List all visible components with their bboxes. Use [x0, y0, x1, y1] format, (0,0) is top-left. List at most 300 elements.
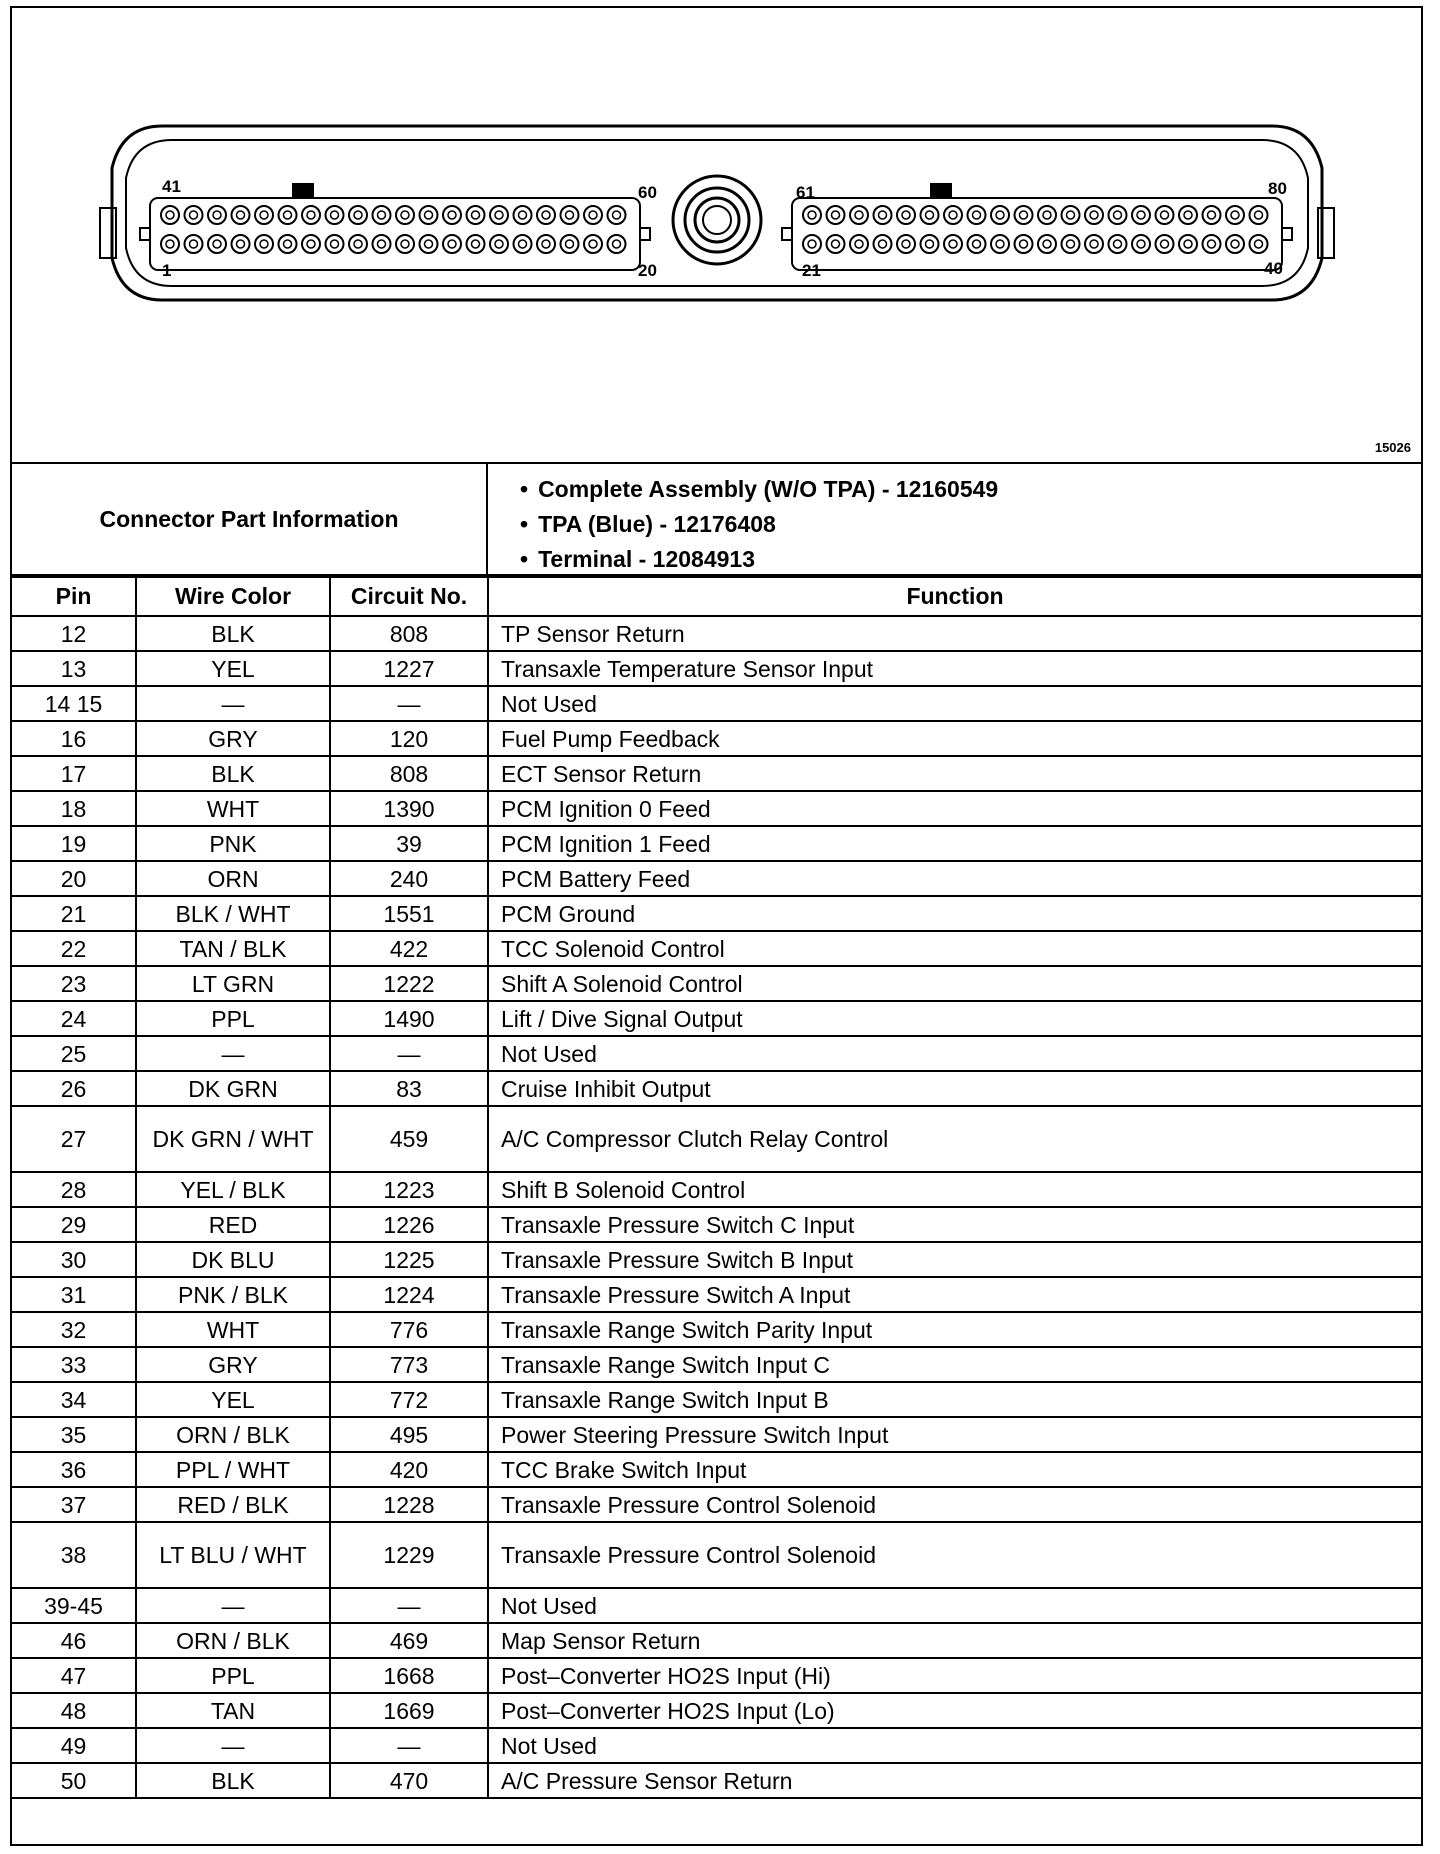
circuit-cell: 1224 — [330, 1277, 488, 1312]
pin-label-21: 21 — [802, 261, 821, 280]
pin-hole-left — [514, 206, 532, 224]
pin-hole-inner — [284, 240, 292, 248]
pin-hole-inner — [166, 240, 174, 248]
table-row — [12, 1763, 1421, 1798]
table-row — [12, 1106, 1421, 1172]
pin-hole-right — [921, 235, 939, 253]
connector-info-list — [488, 464, 1421, 574]
pin-cell: 49 — [12, 1728, 136, 1763]
table-row — [12, 721, 1421, 756]
function-cell: PCM Ground — [488, 896, 1421, 931]
part-item: • TPA (Blue) - 12176408 — [520, 507, 1421, 542]
table-row — [12, 1071, 1421, 1106]
pin-hole-left — [608, 206, 626, 224]
wire-color-cell: DK GRN — [136, 1071, 330, 1106]
wire-color-cell: PPL — [136, 1001, 330, 1036]
pin-hole-right — [1203, 235, 1221, 253]
function-cell: ECT Sensor Return — [488, 756, 1421, 791]
pin-hole-inner — [425, 240, 433, 248]
table-row — [12, 1623, 1421, 1658]
table-row — [12, 1417, 1421, 1452]
circuit-cell: 808 — [330, 756, 488, 791]
pin-hole-inner — [855, 211, 863, 219]
function-cell: PCM Ignition 1 Feed — [488, 826, 1421, 861]
pin-hole-inner — [1020, 240, 1028, 248]
pin-hole-inner — [284, 211, 292, 219]
circuit-cell: 772 — [330, 1382, 488, 1417]
pin-cell: 20 — [12, 861, 136, 896]
pin-hole-inner — [1090, 211, 1098, 219]
function-cell: A/C Pressure Sensor Return — [488, 1763, 1421, 1798]
table-row — [12, 1728, 1421, 1763]
wire-color-cell: TAN / BLK — [136, 931, 330, 966]
pin-hole-left — [467, 206, 485, 224]
pin-hole-inner — [237, 211, 245, 219]
pin-hole-right — [1250, 206, 1268, 224]
pin-hole-right — [874, 206, 892, 224]
function-cell: Not Used — [488, 1588, 1421, 1623]
pin-hole-inner — [996, 240, 1004, 248]
pin-cell: 36 — [12, 1452, 136, 1487]
function-cell: TCC Solenoid Control — [488, 931, 1421, 966]
circuit-cell: 1390 — [330, 791, 488, 826]
pin-hole-inner — [237, 240, 245, 248]
pin-hole-right — [1132, 206, 1150, 224]
pin-hole-left — [279, 206, 297, 224]
wire-color-cell: PPL — [136, 1658, 330, 1693]
pin-hole-right — [1226, 235, 1244, 253]
wire-color-cell: TAN — [136, 1693, 330, 1728]
pin-hole-left — [349, 206, 367, 224]
pin-hole-inner — [949, 211, 957, 219]
pin-label-60: 60 — [638, 183, 657, 202]
pin-hole-inner — [472, 211, 480, 219]
pin-hole-inner — [1114, 211, 1122, 219]
pin-cell: 39-45 — [12, 1588, 136, 1623]
pin-cell: 32 — [12, 1312, 136, 1347]
pin-hole-inner — [1231, 211, 1239, 219]
pin-cell: 33 — [12, 1347, 136, 1382]
table-row — [12, 1207, 1421, 1242]
pin-hole-inner — [1161, 211, 1169, 219]
pin-cell: 31 — [12, 1277, 136, 1312]
table-row — [12, 1172, 1421, 1207]
pin-hole-left — [608, 235, 626, 253]
circuit-cell: 495 — [330, 1417, 488, 1452]
function-cell: Cruise Inhibit Output — [488, 1071, 1421, 1106]
pin-hole-inner — [1043, 211, 1051, 219]
pin-hole-left — [373, 235, 391, 253]
table-row — [12, 1382, 1421, 1417]
pin-hole-inner — [495, 211, 503, 219]
pin-hole-left — [255, 206, 273, 224]
function-cell: Transaxle Range Switch Input C — [488, 1347, 1421, 1382]
pin-hole-right — [1179, 235, 1197, 253]
pin-label-41: 41 — [162, 177, 181, 196]
pin-cell: 48 — [12, 1693, 136, 1728]
circuit-cell: 1223 — [330, 1172, 488, 1207]
wire-color-cell: PNK — [136, 826, 330, 861]
pin-hole-right — [1203, 206, 1221, 224]
pin-hole-right — [1085, 206, 1103, 224]
pin-hole-inner — [495, 240, 503, 248]
pin-cell: 16 — [12, 721, 136, 756]
pin-cell: 23 — [12, 966, 136, 1001]
pin-cell: 29 — [12, 1207, 136, 1242]
wire-color-cell: LT BLU / WHT — [136, 1522, 330, 1588]
function-cell: Transaxle Range Switch Input B — [488, 1382, 1421, 1417]
function-cell: Fuel Pump Feedback — [488, 721, 1421, 756]
pin-cell: 30 — [12, 1242, 136, 1277]
wire-color-cell: ORN / BLK — [136, 1623, 330, 1658]
pin-cell: 35 — [12, 1417, 136, 1452]
pin-hole-right — [827, 206, 845, 224]
pin-cell: 38 — [12, 1522, 136, 1588]
pin-hole-left — [443, 206, 461, 224]
table-header-row — [12, 577, 1421, 616]
circuit-cell: 83 — [330, 1071, 488, 1106]
function-cell: TP Sensor Return — [488, 616, 1421, 651]
header-function: Function — [488, 577, 1421, 616]
wire-color-cell: GRY — [136, 721, 330, 756]
pin-hole-left — [443, 235, 461, 253]
pin-hole-right — [1062, 235, 1080, 253]
pin-label-20: 20 — [638, 261, 657, 280]
function-cell: Transaxle Range Switch Parity Input — [488, 1312, 1421, 1347]
connector-diagram — [12, 8, 1421, 464]
pin-hole-right — [921, 206, 939, 224]
pin-hole-right — [850, 235, 868, 253]
pin-hole-right — [1015, 206, 1033, 224]
pin-hole-left — [255, 235, 273, 253]
pin-cell: 12 — [12, 616, 136, 651]
pin-hole-left — [561, 206, 579, 224]
function-cell: Not Used — [488, 1728, 1421, 1763]
pin-hole-left — [584, 206, 602, 224]
circuit-cell: 39 — [330, 826, 488, 861]
function-cell: Power Steering Pressure Switch Input — [488, 1417, 1421, 1452]
pin-hole-inner — [1043, 240, 1051, 248]
pin-hole-right — [968, 206, 986, 224]
pin-hole-inner — [1184, 211, 1192, 219]
pin-hole-left — [537, 206, 555, 224]
pin-hole-inner — [354, 211, 362, 219]
table-row — [12, 1242, 1421, 1277]
pin-hole-inner — [879, 240, 887, 248]
pin-hole-right — [968, 235, 986, 253]
pin-hole-inner — [1137, 240, 1145, 248]
pin-hole-left — [396, 206, 414, 224]
pin-hole-left — [161, 206, 179, 224]
table-row — [12, 1347, 1421, 1382]
pin-hole-inner — [1020, 211, 1028, 219]
pin-hole-inner — [519, 211, 527, 219]
pin-hole-left — [185, 206, 203, 224]
pin-hole-right — [991, 235, 1009, 253]
wire-color-cell: ORN — [136, 861, 330, 896]
pin-hole-inner — [213, 211, 221, 219]
pin-hole-right — [897, 235, 915, 253]
circuit-cell: 120 — [330, 721, 488, 756]
table-row — [12, 966, 1421, 1001]
pin-hole-right — [1015, 235, 1033, 253]
pin-hole-right — [1109, 206, 1127, 224]
pin-cell: 46 — [12, 1623, 136, 1658]
pin-cell: 24 — [12, 1001, 136, 1036]
pin-hole-inner — [613, 240, 621, 248]
pin-cell: 26 — [12, 1071, 136, 1106]
function-cell: Not Used — [488, 1036, 1421, 1071]
pin-hole-right — [874, 235, 892, 253]
pin-hole-inner — [1090, 240, 1098, 248]
pin-hole-left — [561, 235, 579, 253]
pin-hole-left — [490, 206, 508, 224]
circuit-cell: 773 — [330, 1347, 488, 1382]
pin-label-1: 1 — [162, 261, 172, 280]
table-row — [12, 826, 1421, 861]
pin-hole-inner — [542, 211, 550, 219]
connector-face-drawing — [12, 8, 1421, 462]
pin-cell: 34 — [12, 1382, 136, 1417]
function-cell: TCC Brake Switch Input — [488, 1452, 1421, 1487]
pin-hole-inner — [401, 211, 409, 219]
pin-hole-right — [991, 206, 1009, 224]
circuit-cell: 1669 — [330, 1693, 488, 1728]
function-cell: Shift B Solenoid Control — [488, 1172, 1421, 1207]
pin-hole-right — [1109, 235, 1127, 253]
connector-part-info — [12, 464, 1421, 576]
pin-hole-inner — [331, 240, 339, 248]
circuit-cell: — — [330, 686, 488, 721]
pin-hole-inner — [331, 211, 339, 219]
table-row — [12, 1312, 1421, 1347]
pin-hole-inner — [566, 240, 574, 248]
wire-color-cell: — — [136, 1588, 330, 1623]
pin-hole-right — [1156, 206, 1174, 224]
pin-hole-left — [490, 235, 508, 253]
pin-hole-right — [1226, 206, 1244, 224]
pin-hole-left — [302, 206, 320, 224]
pin-hole-inner — [472, 240, 480, 248]
table-row — [12, 1001, 1421, 1036]
pin-hole-right — [827, 235, 845, 253]
circuit-cell: 459 — [330, 1106, 488, 1172]
wire-color-cell: — — [136, 686, 330, 721]
function-cell: A/C Compressor Clutch Relay Control — [488, 1106, 1421, 1172]
pin-hole-inner — [307, 211, 315, 219]
wire-color-cell: YEL — [136, 1382, 330, 1417]
wire-color-cell: BLK — [136, 1763, 330, 1798]
wire-color-cell: BLK — [136, 756, 330, 791]
pin-hole-inner — [425, 211, 433, 219]
pin-hole-left — [326, 235, 344, 253]
table-row — [12, 1522, 1421, 1588]
pin-cell: 37 — [12, 1487, 136, 1522]
table-row — [12, 931, 1421, 966]
pin-hole-right — [1132, 235, 1150, 253]
pin-hole-inner — [213, 240, 221, 248]
function-cell: Lift / Dive Signal Output — [488, 1001, 1421, 1036]
circuit-cell: 470 — [330, 1763, 488, 1798]
pin-hole-left — [232, 206, 250, 224]
pin-hole-inner — [190, 211, 198, 219]
pin-hole-inner — [832, 240, 840, 248]
pin-cell: 25 — [12, 1036, 136, 1071]
circuit-cell: 1551 — [330, 896, 488, 931]
table-row — [12, 756, 1421, 791]
pin-hole-inner — [855, 240, 863, 248]
header-circuit-no: Circuit No. — [330, 577, 488, 616]
pin-hole-inner — [190, 240, 198, 248]
table-row — [12, 616, 1421, 651]
function-cell: PCM Ignition 0 Feed — [488, 791, 1421, 826]
connector-page — [10, 6, 1423, 1846]
pin-hole-right — [803, 206, 821, 224]
pin-hole-right — [1038, 206, 1056, 224]
pin-hole-inner — [808, 240, 816, 248]
pin-hole-right — [1038, 235, 1056, 253]
pin-hole-inner — [378, 240, 386, 248]
wire-color-cell: YEL — [136, 651, 330, 686]
pin-hole-inner — [307, 240, 315, 248]
pin-hole-right — [944, 235, 962, 253]
circuit-cell: — — [330, 1728, 488, 1763]
pin-hole-inner — [926, 211, 934, 219]
pin-hole-inner — [1067, 211, 1075, 219]
wire-color-cell: RED / BLK — [136, 1487, 330, 1522]
function-cell: Transaxle Pressure Switch C Input — [488, 1207, 1421, 1242]
pin-cell: 21 — [12, 896, 136, 931]
table-row — [12, 1452, 1421, 1487]
pin-hole-inner — [260, 211, 268, 219]
pin-hole-left — [185, 235, 203, 253]
table-row — [12, 1036, 1421, 1071]
pin-hole-left — [279, 235, 297, 253]
circuit-cell: 469 — [330, 1623, 488, 1658]
pin-cell: 22 — [12, 931, 136, 966]
table-row — [12, 896, 1421, 931]
function-cell: Not Used — [488, 686, 1421, 721]
pin-hole-left — [326, 206, 344, 224]
table-row — [12, 1588, 1421, 1623]
wire-color-cell: BLK / WHT — [136, 896, 330, 931]
wire-color-cell: DK BLU — [136, 1242, 330, 1277]
pin-cell: 28 — [12, 1172, 136, 1207]
pin-hole-left — [208, 235, 226, 253]
pin-cell: 27 — [12, 1106, 136, 1172]
pin-hole-right — [1156, 235, 1174, 253]
table-row — [12, 861, 1421, 896]
pin-hole-inner — [1208, 211, 1216, 219]
circuit-cell: 1490 — [330, 1001, 488, 1036]
pin-hole-inner — [902, 240, 910, 248]
connector-info-title: Connector Part Information — [12, 464, 488, 574]
pin-hole-left — [349, 235, 367, 253]
part-item: • Complete Assembly (W/O TPA) - 12160549 — [520, 472, 1421, 507]
circuit-cell: 1222 — [330, 966, 488, 1001]
table-row — [12, 686, 1421, 721]
wire-color-cell: PPL / WHT — [136, 1452, 330, 1487]
pin-hole-left — [208, 206, 226, 224]
pin-hole-inner — [1067, 240, 1075, 248]
wire-color-cell: — — [136, 1728, 330, 1763]
pin-hole-inner — [1255, 211, 1263, 219]
pin-hole-inner — [973, 240, 981, 248]
wire-color-cell: WHT — [136, 1312, 330, 1347]
circuit-cell: 776 — [330, 1312, 488, 1347]
wire-color-cell: PNK / BLK — [136, 1277, 330, 1312]
circuit-cell: 1227 — [330, 651, 488, 686]
pin-hole-inner — [613, 211, 621, 219]
pin-cell: 50 — [12, 1763, 136, 1798]
pin-hole-inner — [589, 211, 597, 219]
pin-hole-inner — [166, 211, 174, 219]
circuit-cell: 1228 — [330, 1487, 488, 1522]
pin-hole-left — [420, 206, 438, 224]
header-pin: Pin — [12, 577, 136, 616]
pin-cell: 14 15 — [12, 686, 136, 721]
pin-hole-inner — [566, 211, 574, 219]
table-row — [12, 1487, 1421, 1522]
table-row — [12, 1277, 1421, 1312]
pin-cell: 18 — [12, 791, 136, 826]
pin-hole-inner — [926, 240, 934, 248]
circuit-cell: 1225 — [330, 1242, 488, 1277]
wire-color-cell: — — [136, 1036, 330, 1071]
circuit-cell: 240 — [330, 861, 488, 896]
circuit-cell: 808 — [330, 616, 488, 651]
function-cell: Transaxle Pressure Switch B Input — [488, 1242, 1421, 1277]
wire-color-cell: BLK — [136, 616, 330, 651]
wire-color-cell: GRY — [136, 1347, 330, 1382]
pin-hole-right — [1250, 235, 1268, 253]
pin-hole-left — [467, 235, 485, 253]
function-cell: Map Sensor Return — [488, 1623, 1421, 1658]
pin-hole-inner — [1137, 211, 1145, 219]
function-cell: Shift A Solenoid Control — [488, 966, 1421, 1001]
pin-cell: 47 — [12, 1658, 136, 1693]
pin-hole-inner — [519, 240, 527, 248]
table-row — [12, 1658, 1421, 1693]
wire-color-cell: WHT — [136, 791, 330, 826]
pin-hole-left — [373, 206, 391, 224]
pin-hole-inner — [973, 211, 981, 219]
pin-hole-right — [803, 235, 821, 253]
circuit-cell: 1668 — [330, 1658, 488, 1693]
pin-cell: 19 — [12, 826, 136, 861]
pin-hole-left — [537, 235, 555, 253]
function-cell: PCM Battery Feed — [488, 861, 1421, 896]
function-cell: Post–Converter HO2S Input (Hi) — [488, 1658, 1421, 1693]
function-cell: Post–Converter HO2S Input (Lo) — [488, 1693, 1421, 1728]
pin-hole-right — [850, 206, 868, 224]
pin-hole-inner — [448, 240, 456, 248]
pin-hole-inner — [401, 240, 409, 248]
pin-label-80: 80 — [1268, 179, 1287, 198]
pin-hole-left — [396, 235, 414, 253]
function-cell: Transaxle Pressure Control Solenoid — [488, 1487, 1421, 1522]
pin-hole-inner — [808, 211, 816, 219]
pin-hole-inner — [949, 240, 957, 248]
pin-hole-inner — [1114, 240, 1122, 248]
pin-cell: 13 — [12, 651, 136, 686]
pin-hole-inner — [832, 211, 840, 219]
pin-hole-inner — [1161, 240, 1169, 248]
pin-hole-inner — [542, 240, 550, 248]
pin-hole-right — [944, 206, 962, 224]
pin-hole-inner — [1208, 240, 1216, 248]
wire-color-cell: DK GRN / WHT — [136, 1106, 330, 1172]
